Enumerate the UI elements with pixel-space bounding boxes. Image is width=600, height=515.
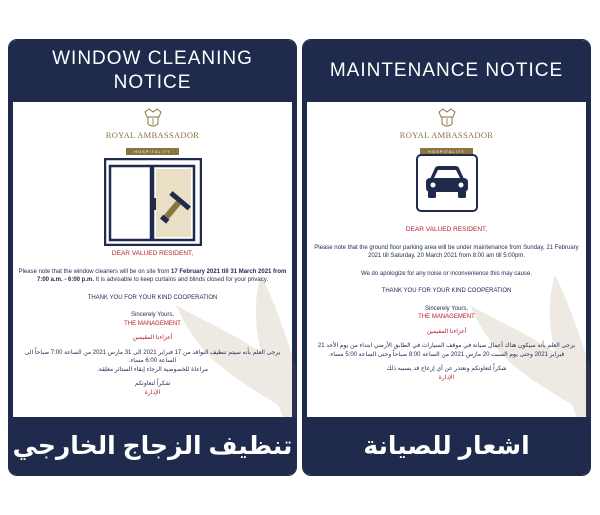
notice-message: Please note that the window cleaners will be on site from 17 February 2021 till 31 March 2021 from 7:00 a.m. - 6:00 p.m. It is advisable to keep curtains and blinds closed for your privacy. [18,268,287,283]
arabic-privacy: مراعاة للخصوصية الرجاء إبقاء الستائر مغلقة. [97,366,208,373]
notice-title: MAINTENANCE NOTICE [329,60,564,81]
notice-body [311,226,582,382]
notice-footer-arabic: اشعار للصيانة [303,417,590,475]
arabic-management: الإدارة [438,374,455,381]
notice-footer-arabic: تنظيف الزجاج الخارجي [9,417,296,475]
arabic-message: يرجى العلم بأنه سيكون هناك أعمال صيانة في موقف السيارات في الطابق الأرضي ابتداء من يوم الأحد 21 فبراير 2021 وحتى يوم السبت 20 مارس 2021 من الساعة 8:00 صباحاً وحتى الساعة 5:00 مساء. [317,343,576,358]
notice-message: Please note that the ground floor parking area will be under maintenance from Sunday, 21 February 2021 till Saturday, 20 March 2021 from 8:00 am till 5:00pm. [314,244,579,259]
notice-header [303,40,590,102]
arabic-thanks: شكراً لتعاونكم [134,381,171,387]
card-border-left [303,40,307,475]
notice-body [17,250,288,397]
arabic-greeting: أعزاءنا المقيمين [132,335,173,341]
sincerely-line: Sincerely Yours, [424,305,469,312]
card-border-left [9,40,13,475]
thanks-line: THANK YOU FOR YOUR KIND COOPERATION [381,288,512,294]
greeting: DEAR VALUED RESIDENT, [405,226,488,233]
apology-line: We do apologize for any noise or inconvenience this may cause. [361,270,532,277]
notice-title-line1: WINDOW CLEANING [52,48,253,69]
notice-title-line2: NOTICE [113,72,192,93]
brand-logo [9,108,296,158]
window-cleaning-notice-card [9,40,296,475]
greeting: DEAR VALUED RESIDENT, [111,250,194,257]
window-illustration [9,158,296,251]
brand-logo [303,108,590,158]
management-signature: THE MANAGEMENT [418,314,475,320]
crest-icon [435,108,459,128]
car-illustration [303,154,590,217]
maintenance-notice-card [303,40,590,475]
window-squeegee-icon [104,158,202,246]
arabic-greeting: أعزاءنا المقيمين [426,328,467,335]
arabic-message: يرجى العلم بأنه سيتم تنظيف النوافذ من 17 فبراير 2021 الى 31 مارس 2021 من الساعة 7:00 صباحاً الى الساعة 6:00 مساء. [24,349,281,364]
brand-name: ROYAL AMBASSADOR [399,130,494,140]
brand-name: ROYAL AMBASSADOR [105,130,200,140]
crest-icon [141,108,165,128]
thanks-line: THANK YOU FOR YOUR KIND COOPERATION [87,294,218,301]
brand-tagline: HOSPITALITY [126,148,179,155]
sincerely-line: Sincerely Yours, [130,312,175,318]
arabic-management: الإدارة [144,389,161,396]
notice-dates: 17 February 2021 till 31 March 2021 from 7:00 a.m. - 6:00 p.m. [36,268,287,283]
arabic-thanks: شكراً لتعاونكم ونعتذر عن أي إزعاج قد يسببه ذلك [386,366,507,372]
notice-header [9,40,296,102]
car-icon [416,154,478,212]
management-signature: THE MANAGEMENT [124,320,181,327]
brand-tagline: HOSPITALITY [420,148,473,155]
